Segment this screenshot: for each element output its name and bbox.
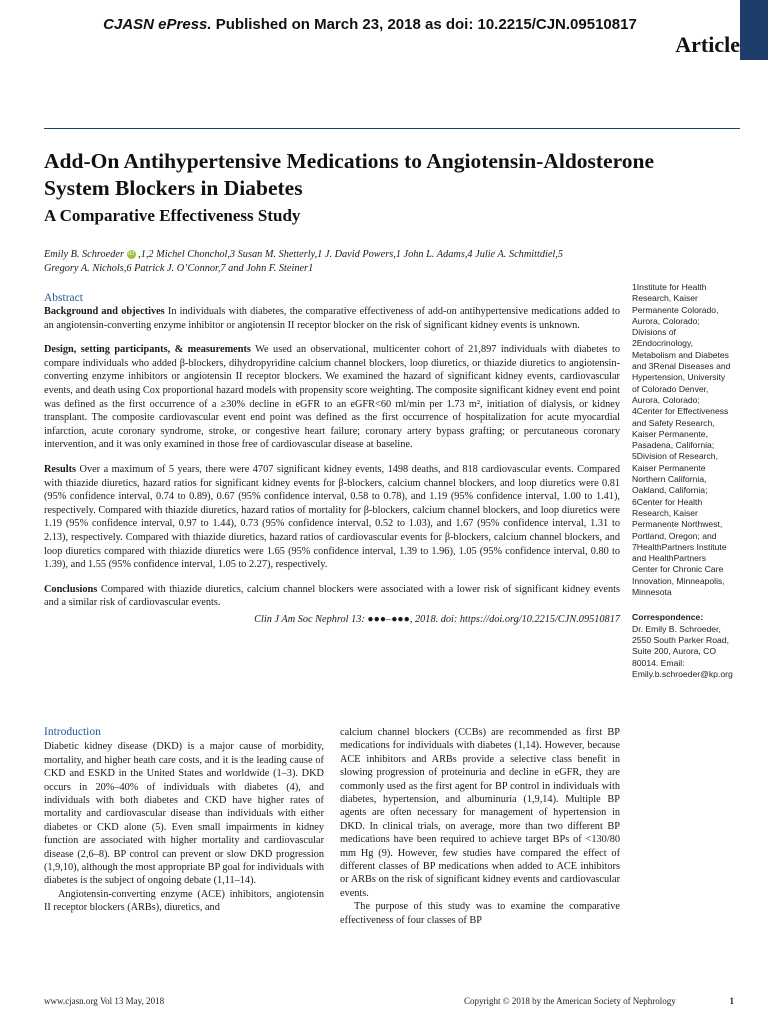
author-rest-line1: ,1,2 Michel Chonchol,3 Susan M. Shetterly,1 J. David Powers,1 John L. Adams,4 Julie A. Schmittdiel,5 [138,249,564,260]
footer-journal-info[interactable]: www.cjasn.org Vol 13 May, 2018 [44,996,165,1006]
conclusions-label: Conclusions [44,583,98,595]
affiliations: 1Institute for Health Research, Kaiser Permanente Colorado, Aurora, Colorado; Divisions of 2Endocrinology, Metabolism and Diabetes and 3Renal Diseases and Hypertension, University of Colorado Denver, Aurora, Colorado; 4Center for Effectiveness and Safety Research, Kaiser Permanente, Pasadena, California; 5Division of Research, Kaiser Permanente Northern California, Oakland, California; 6Center for Health Research, Kaiser Permanente Northwest, Portland, Oregon; and 7HealthPartners Institute and HealthPartners Center for Chronic Care Innovation, Minneapolis, Minnesota [632,282,731,598]
abstract-design [44,343,620,452]
intro-paragraph-1: Diabetic kidney disease (DKD) is a major cause of morbidity, mortality, and higher heath care costs, and it is the leading cause of CKD and ESKD in the United States and worldwide (1–3). DKD occurs in 20%–40% of individuals with diabetes (4), and individuals with both diabetes and CKD have higher rates of mortality and cardiovascular disease than individuals with either diabetes or CKD alone (5). Even small impairments in kidney function are associated with higher mortality and cardiovascular disease (2,6–8). BP control can prevent or slow DKD progression (1,9,10), although the most appropriate BP goal for individuals with diabetes is the subject of ongoing debate (1,11–14). [44,741,324,887]
page-number: 1 [729,996,734,1006]
results-label: Results [44,463,77,475]
intro-paragraph-3: calcium channel blockers (CCBs) are recommended as first BP medications for individuals with diabetes (1,14). However, because ACE inhibitors and ARBs provide a selective class benefit in slowing progression of proteinuria and decline in eGFR, they are commonly used as the first agent for BP control in individuals with diabetes, hypertension, and albuminuria (1,9,14). Multiple BP agents are often necessary for management of hypertension in DKD. In clinical trials, on average, more than two different BP medications have been required to achieve target BPs of <130/80 mm Hg (9). However, few studies have compared the effect of different classes of BP medications when added to ACE inhibitors or ARBs on the risk of significant kidney events and cardiovascular events. [340,727,620,899]
footer-copyright: Copyright © 2018 by the American Society of Nephrology [464,996,676,1006]
header-rule [44,128,740,129]
journal-color-tab [740,0,768,60]
correspondence-text: Dr. Emily B. Schroeder, 2550 South Parker Road, Suite 200, Aurora, CO 80014. Email: Emily.b.schroeder@kp.org [632,623,733,679]
abstract-background [44,305,620,332]
correspondence-heading: Correspondence: [632,612,704,623]
design-label: Design, setting participants, & measurements [44,344,251,356]
design-text: We used an observational, multicenter cohort of 21,897 individuals with diabetes to compare individuals who added β-blockers, dihydropyridine calcium channel blockers, loop diuretics, or thiazide diuretics to angiotensin-converting enzyme inhibitors or angiotensin II receptor blockers. We examined the hazard of significant kidney events, cardiovascular events, and death using Cox proportional hazard models with propensity score weighting. The composite significant kidney event end point was defined as the first occurrence of a ≥30% decline in eGFR to an eGFR<60 ml/min per 1.73 m², initiation of dialysis, or kidney transplant. The composite cardiovascular event end point was defined as the first occurrence of hospitalization for acute myocardial infarction, acute coronary syndrome, stroke, or congestive heart failure; coronary artery bypass grafting; or percutaneous coronary intervention, and it was only examined in those free of cardiovascular disease at baseline. [44,344,620,451]
intro-paragraph-2: Angiotensin-converting enzyme (ACE) inhibitors, angiotensin II receptor blockers (ARBs), diuretics, and [44,888,324,914]
author-first: Emily B. Schroeder [44,249,124,260]
epress-published-line: Published on March 23, 2018 as doi: 10.2215/CJN.09510817 [215,16,637,33]
body-column-right [340,726,620,927]
intro-paragraph-4: The purpose of this study was to examine the comparative effectiveness of four classes of BP [340,901,620,926]
author-line2: Gregory A. Nichols,6 Patrick J. O’Connor,7 and John F. Steiner1 [44,263,314,274]
background-label: Background and objectives [44,306,165,317]
article-subtitle: A Comparative Effectiveness Study [44,206,301,225]
introduction-heading: Introduction [44,726,101,738]
conclusions-text: Compared with thiazide diuretics, calcium channel blockers were associated with a lower risk of significant kidney events and a similar risk of cardiovascular events. [44,583,620,609]
results-text: Over a maximum of 5 years, there were 4707 significant kidney events, 1498 deaths, and 818 cardiovascular events. Compared with thiazide diuretics, hazard ratios for significant kidney events for β-blockers, calcium channel blockers, and loop diuretics were 0.81 (95% confidence interval, 0.74 to 0.89), 0.67 (95% confidence interval, 0.58 to 0.78), and 1.19 (95% confidence interval, 1.00 to 1.41), respectively. Compared with thiazide diuretics, hazard ratios of mortality for β-blockers, calcium channel blockers, and loop diuretics were 1.19 (95% confidence interval, 0.97 to 1.44), 0.73 (95% confidence interval, 0.52 to 1.03), and 1.67 (95% confidence interval, 1.31 to 2.13), respectively. Compared with thiazide diuretics, hazard ratios of cardiovascular events for β-blockers, calcium channel blockers, and loop diuretics compared with thiazide diuretics were 1.65 (95% confidence interval, 1.39 to 1.96), 1.05 (95% confidence interval, 0.80 to 1.39), and 1.55 (95% confidence interval, 1.05 to 2.27), respectively. [44,463,620,571]
abstract-heading: Abstract [44,292,83,304]
abstract-results [44,463,620,572]
citation-line[interactable]: Clin J Am Soc Nephrol 13: ●●●–●●●, 2018. doi: https://doi.org/10.2215/CJN.09510817 [254,613,620,625]
affiliation-sidebar [632,282,732,680]
article-type-label: Article [675,32,740,57]
abstract [44,292,620,637]
body-column-left [44,726,324,915]
article-title: Add-On Antihypertensive Medications to Angiotensin-Aldosterone System Blockers in Diabetes [44,149,654,200]
orcid-icon[interactable]: iD [128,251,135,258]
epress-banner [0,16,740,33]
author-list [44,248,624,276]
abstract-conclusions [44,583,620,610]
epress-journal: CJASN ePress. [103,16,212,33]
background-text: In individuals with diabetes, the comparative effectiveness of add-on antihypertensive medications added to an angiotensin-converting enzyme inhibitor or angiotensin II receptor blocker on the risk of significant kidney events is unknown. [44,306,621,331]
